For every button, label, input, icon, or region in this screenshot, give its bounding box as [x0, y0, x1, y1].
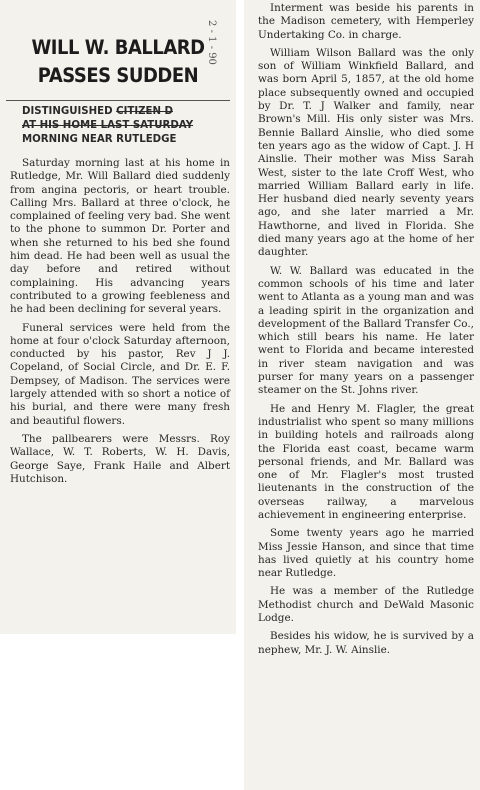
left-paragraph-2: Funeral services were held from the home at four o'clock Saturday afternoon, conducted by his pastor, Rev J J. Copeland, of Social Circle, and Dr. E. F. Dempsey, of Madison. The services were largely attended with so short a notice of his burial, and there were many fresh and beautiful flowers.: [10, 321, 230, 427]
right-paragraph-1: Interment was beside his parents in the Madison cemetery, with Hemperley Undertaking Co. in charge.: [258, 2, 474, 41]
column-gutter: [236, 0, 244, 790]
right-paragraph-2: William Wilson Ballard was the only son of William Winkfield Ballard, and was born April 5, 1857, at the old home place subsequently owned and occupied by Dr. T. J Walker and family, near Brown's Mill. His only sister was Mrs. Bennie Ballard Ainslie, who died some ten years ago as the widow of Capt. J. H Ainslie. Their mother was Miss Sarah West, sister to the late Croff West, who married William Ballard early in life. Her husband died nearly seventy years ago, and she later married a Mr. Hawthorne, and lived in Florida. She died many years ago at the home of her daughter.: [258, 46, 474, 259]
headline-line-1: WILL W. BALLARD: [31, 36, 205, 59]
left-paragraph-3: The pallbearers were Messrs. Roy Wallace, W. T. Roberts, W. H. Davis, George Saye, Frank Haile and Albert Hutchison.: [10, 432, 230, 485]
headline-line-2: PASSES SUDDEN: [37, 64, 199, 87]
right-paragraph-7: Besides his widow, he is survived by a nephew, Mr. J. W. Ainslie.: [258, 630, 474, 656]
right-article-text: [244, 0, 480, 657]
right-paragraph-6: He was a member of the Rutledge Methodist church and DeWald Masonic Lodge.: [258, 585, 474, 625]
subhead-strike-1: CITIZEN D: [116, 106, 173, 117]
subheadline: [0, 101, 236, 147]
left-article-text: [0, 147, 236, 486]
right-paragraph-3: W. W. Ballard was educated in the common schools of his time and later went to Atlanta as a young man and was a leading spirit in the organization and development of the Ballard Transfer Co., which still bears his name. He later went to Florida and became interested in river steam navigation and was purser for many years on a passenger steamer on the St. Johns river.: [258, 264, 474, 397]
headline: [9, 0, 226, 90]
right-paragraph-5: Some twenty years ago he married Miss Jessie Hanson, and since that time has lived quietly at his country home near Rutledge.: [258, 527, 474, 580]
subhead-prefix: DISTINGUISHED: [22, 106, 117, 117]
margin-handwritten-mark: 2 - 1 - 90: [206, 20, 217, 65]
right-column: [244, 0, 480, 790]
subhead-strike-2: AT HIS HOME LAST SATURDAY: [22, 120, 194, 131]
right-paragraph-4: He and Henry M. Flagler, the great industrialist who spent so many millions in building hotels and railroads along the Florida east coast, became warm personal friends, and Mr. Ballard was one of Mr. Flagler's most trusted lieutenants in the construction of the overseas railway, a marvelous achievement in engineering enterprise.: [258, 402, 474, 521]
left-column: [0, 0, 236, 634]
left-paragraph-1: Saturday morning last at his home in Rutledge, Mr. Will Ballard died suddenly from angina pectoris, or heart trouble. Calling Mrs. Ballard at three o'clock, he complained of feeling very bad. She went to the phone to summon Dr. Porter and when she returned to his bed she found him dead. He had been well as usual the day before and retired without complaining. His advancing years contributed to a growing feebleness and he had been declining for several years.: [10, 157, 230, 316]
subhead-line-3: MORNING NEAR RUTLEDGE: [22, 134, 177, 145]
